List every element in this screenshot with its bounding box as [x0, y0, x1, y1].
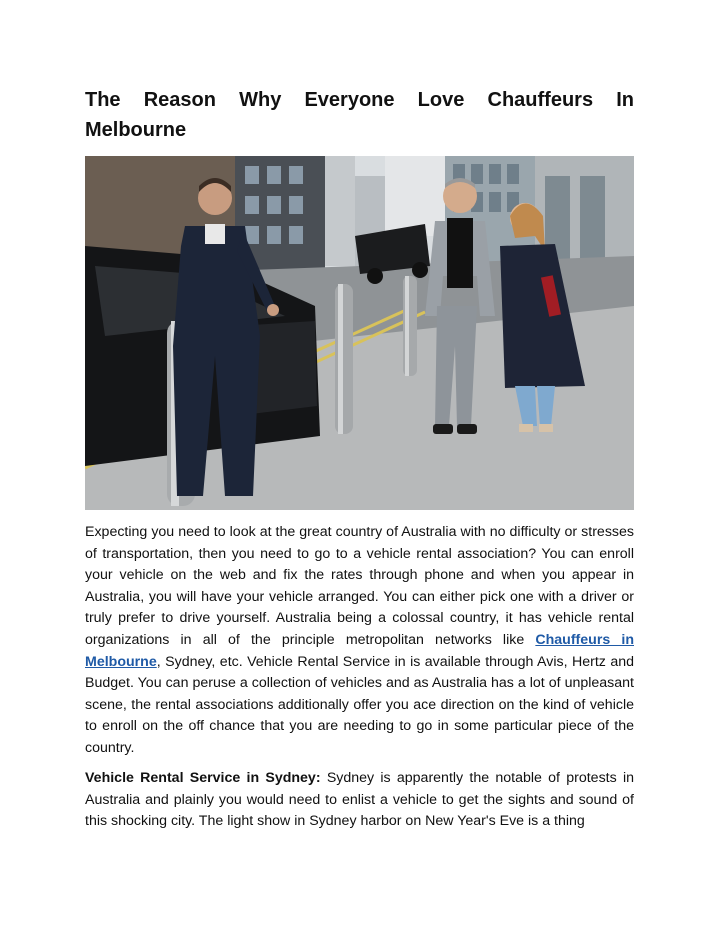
- chauffeur-photo: [85, 156, 634, 510]
- intro-text-end: , Sydney, etc. Vehicle Rental Service in is available through Avis, Hertz and Budget. You can peruse a collection of vehicles and as Australia has a lot of unpleasant scene, the rental associations additionally offer you ace direction on the kind of vehicle to enroll on the off chance that you are needing to go in some particular piece of the country.: [85, 653, 634, 756]
- section-heading: Vehicle Rental Service in Sydney:: [85, 770, 321, 786]
- title-line-1: The Reason Why Everyone Love Chauffeurs In: [85, 89, 634, 111]
- photo-illustration: [85, 156, 634, 510]
- page-title: [85, 85, 634, 145]
- sydney-section-paragraph: [85, 768, 634, 833]
- building-light: [325, 156, 355, 266]
- intro-text-start: Expecting you need to look at the great country of Australia with no difficulty or stresses of transportation, then you need to go to a vehicle rental association? You can enroll your vehicle on the web and fix the rates through phone and when you appear in Australia, you will have your vehicle arranged. You can either pick one with a driver or truly prefer to drive yourself. Australia being a colossal country, it has vehicle rental organizations in all of the principle metropolitan networks like: [85, 524, 634, 648]
- title-line-2: Melbourne: [85, 119, 187, 141]
- section-text: Sydney is apparently the notable of protests in Australia and plainly you would need to enlist a vehicle to get the sights and sound of this shocking city. The light show in Sydney harbor on New Year's Eve is a thing: [85, 770, 634, 830]
- intro-paragraph: [85, 522, 634, 760]
- chauffeurs-melbourne-link[interactable]: Chauffeurs in Melbourne: [85, 631, 634, 670]
